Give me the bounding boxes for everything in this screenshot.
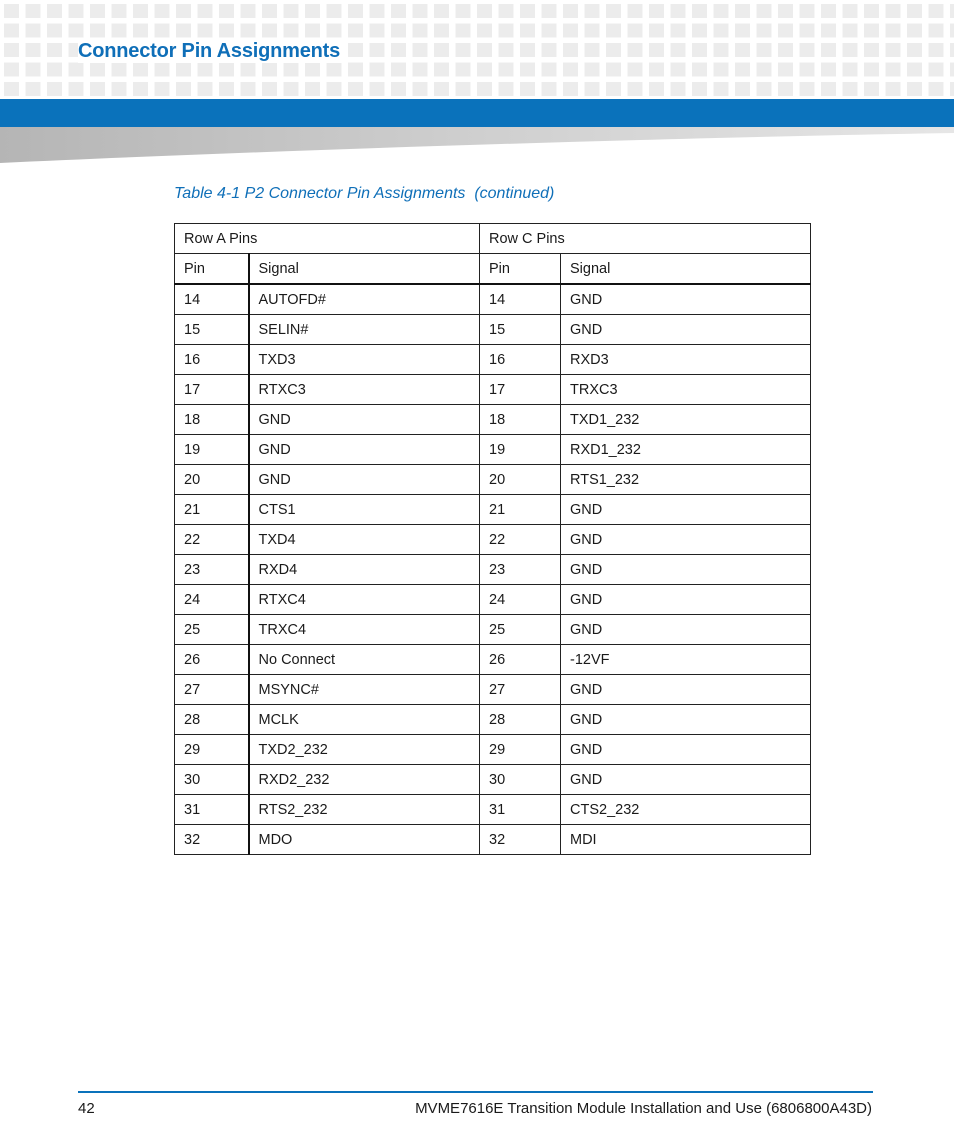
pin-c-cell: 23 [480, 555, 561, 585]
signal-a-cell: GND [249, 465, 480, 495]
pin-a-cell: 15 [175, 315, 249, 345]
pin-c-cell: 32 [480, 825, 561, 855]
pin-a-cell: 26 [175, 645, 249, 675]
signal-a-cell: RXD2_232 [249, 765, 480, 795]
signal-a-cell: MCLK [249, 705, 480, 735]
table-row [175, 675, 811, 705]
table-column-header-row [175, 254, 811, 285]
pin-a-cell: 24 [175, 585, 249, 615]
pin-c-cell: 14 [480, 284, 561, 315]
signal-c-cell: CTS2_232 [561, 795, 811, 825]
signal-a-cell: AUTOFD# [249, 284, 480, 315]
row-a-pins-header: Row A Pins [175, 224, 480, 254]
signal-c-cell: GND [561, 585, 811, 615]
pin-a-cell: 16 [175, 345, 249, 375]
table-group-header-row [175, 224, 811, 254]
pin-c-cell: 16 [480, 345, 561, 375]
signal-c-cell: GND [561, 765, 811, 795]
pin-c-cell: 20 [480, 465, 561, 495]
table-row [175, 465, 811, 495]
pin-a-cell: 19 [175, 435, 249, 465]
signal-a-cell: TRXC4 [249, 615, 480, 645]
signal-c-cell: GND [561, 525, 811, 555]
pin-a-cell: 31 [175, 795, 249, 825]
signal-c-cell: GND [561, 735, 811, 765]
signal-c-cell: GND [561, 315, 811, 345]
pin-assignment-table [174, 223, 811, 855]
document-title: MVME7616E Transition Module Installation and Use (6806800A43D) [415, 1100, 872, 1117]
pin-a-cell: 28 [175, 705, 249, 735]
signal-c-cell: GND [561, 495, 811, 525]
pin-a-cell: 21 [175, 495, 249, 525]
signal-c-cell: RXD3 [561, 345, 811, 375]
table-row [175, 405, 811, 435]
signal-a-cell: No Connect [249, 645, 480, 675]
pin-c-cell: 15 [480, 315, 561, 345]
table-row [175, 345, 811, 375]
signal-a-cell: RXD4 [249, 555, 480, 585]
column-header-pin-c: Pin [480, 254, 561, 285]
signal-a-cell: RTS2_232 [249, 795, 480, 825]
pin-a-cell: 18 [175, 405, 249, 435]
row-c-pins-header: Row C Pins [480, 224, 811, 254]
table-row [175, 765, 811, 795]
pin-a-cell: 29 [175, 735, 249, 765]
pin-c-cell: 31 [480, 795, 561, 825]
pin-a-cell: 22 [175, 525, 249, 555]
pin-c-cell: 25 [480, 615, 561, 645]
header-gray-swoosh [0, 127, 954, 163]
table-row [175, 315, 811, 345]
signal-a-cell: GND [249, 405, 480, 435]
table-row [175, 375, 811, 405]
pin-c-cell: 18 [480, 405, 561, 435]
pin-c-cell: 17 [480, 375, 561, 405]
table-row [175, 705, 811, 735]
pin-a-cell: 14 [175, 284, 249, 315]
pin-c-cell: 28 [480, 705, 561, 735]
signal-c-cell: -12VF [561, 645, 811, 675]
signal-c-cell: MDI [561, 825, 811, 855]
pin-a-cell: 30 [175, 765, 249, 795]
signal-c-cell: TRXC3 [561, 375, 811, 405]
signal-a-cell: TXD3 [249, 345, 480, 375]
signal-c-cell: GND [561, 675, 811, 705]
pin-a-cell: 23 [175, 555, 249, 585]
signal-a-cell: SELIN# [249, 315, 480, 345]
signal-a-cell: MSYNC# [249, 675, 480, 705]
pin-c-cell: 24 [480, 585, 561, 615]
signal-c-cell: TXD1_232 [561, 405, 811, 435]
table-row [175, 645, 811, 675]
page-number: 42 [78, 1100, 95, 1117]
signal-a-cell: GND [249, 435, 480, 465]
signal-a-cell: TXD2_232 [249, 735, 480, 765]
table-row [175, 825, 811, 855]
signal-a-cell: RTXC3 [249, 375, 480, 405]
table-row [175, 735, 811, 765]
pin-c-cell: 30 [480, 765, 561, 795]
column-header-pin-a: Pin [175, 254, 249, 285]
pin-a-cell: 20 [175, 465, 249, 495]
signal-c-cell: GND [561, 705, 811, 735]
pin-a-cell: 27 [175, 675, 249, 705]
footer-rule [78, 1091, 873, 1093]
column-header-signal-c: Signal [561, 254, 811, 285]
pin-a-cell: 25 [175, 615, 249, 645]
table-caption: Table 4-1 P2 Connector Pin Assignments (continued) [174, 185, 555, 202]
signal-c-cell: GND [561, 615, 811, 645]
signal-c-cell: RTS1_232 [561, 465, 811, 495]
signal-c-cell: GND [561, 284, 811, 315]
signal-c-cell: GND [561, 555, 811, 585]
pin-c-cell: 22 [480, 525, 561, 555]
table-row [175, 525, 811, 555]
signal-a-cell: TXD4 [249, 525, 480, 555]
pin-a-cell: 17 [175, 375, 249, 405]
signal-c-cell: RXD1_232 [561, 435, 811, 465]
pin-c-cell: 19 [480, 435, 561, 465]
column-header-signal-a: Signal [249, 254, 480, 285]
table-row [175, 495, 811, 525]
pin-c-cell: 29 [480, 735, 561, 765]
pin-c-cell: 21 [480, 495, 561, 525]
table-row [175, 795, 811, 825]
table-row [175, 284, 811, 315]
signal-a-cell: MDO [249, 825, 480, 855]
table-row [175, 585, 811, 615]
pin-c-cell: 27 [480, 675, 561, 705]
table-row [175, 555, 811, 585]
header-blue-band [0, 99, 954, 127]
table-row [175, 435, 811, 465]
pin-c-cell: 26 [480, 645, 561, 675]
pin-a-cell: 32 [175, 825, 249, 855]
signal-a-cell: RTXC4 [249, 585, 480, 615]
signal-a-cell: CTS1 [249, 495, 480, 525]
table-row [175, 615, 811, 645]
section-title: Connector Pin Assignments [78, 40, 344, 63]
